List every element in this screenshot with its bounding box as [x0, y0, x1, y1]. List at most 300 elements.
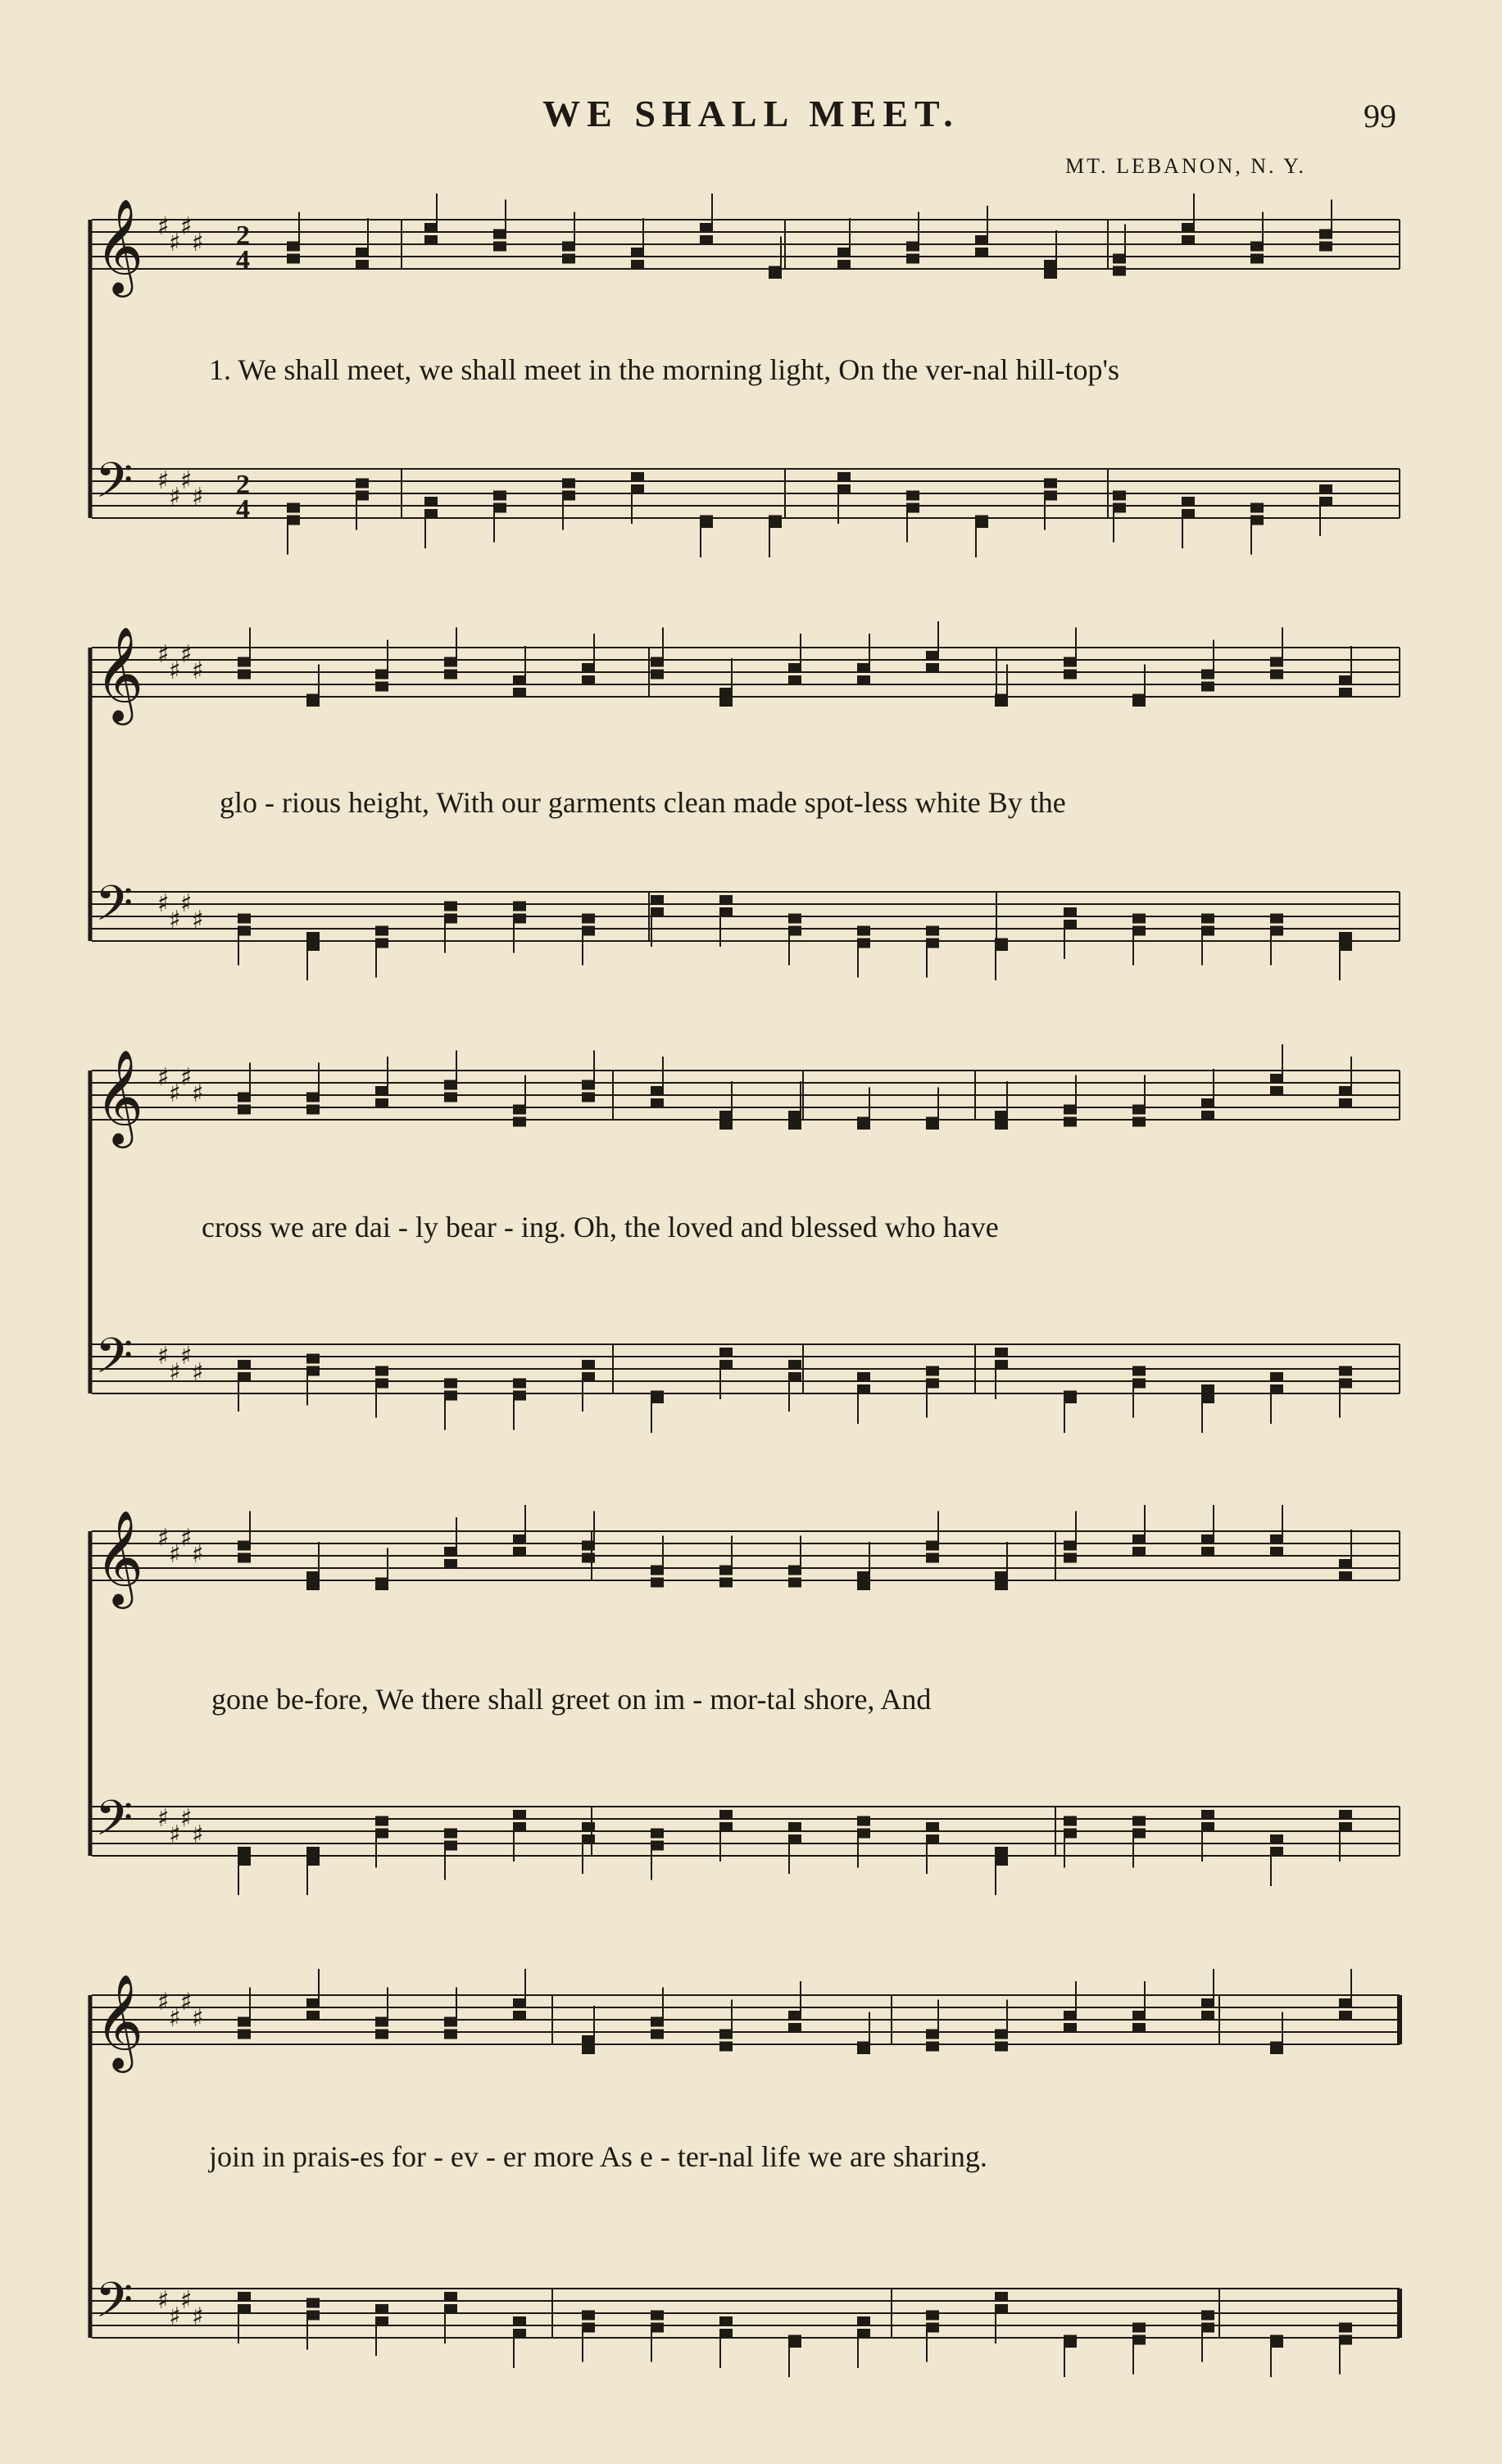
note-head	[1064, 1816, 1077, 1826]
note-head	[1250, 254, 1264, 264]
note-head	[995, 1120, 1008, 1130]
note-head	[1182, 223, 1195, 233]
note-head	[1270, 1834, 1283, 1844]
note-head	[1064, 1393, 1077, 1403]
note-head	[1270, 2044, 1283, 2054]
note-head	[926, 926, 939, 936]
note-head	[1270, 2338, 1283, 2348]
note-head	[513, 902, 526, 911]
note-head	[651, 2323, 664, 2333]
note-head	[513, 675, 526, 685]
note-head	[306, 697, 320, 707]
note-head	[995, 1111, 1008, 1121]
sharp-icon: ♯	[169, 657, 181, 685]
treble-clef-icon: 𝄞	[95, 625, 144, 721]
note-head	[238, 926, 251, 936]
note-head	[788, 675, 801, 685]
note-head	[424, 223, 438, 233]
sharp-icon: ♯	[169, 1358, 181, 1387]
note-head	[582, 1360, 595, 1370]
note-head	[1270, 1086, 1283, 1096]
note-head	[719, 1348, 733, 1357]
note-head	[1132, 926, 1146, 936]
note-head	[306, 2298, 320, 2308]
page-number: 99	[1364, 98, 1396, 134]
note-head	[513, 1822, 526, 1832]
lyric-line-3: cross we are dai - ly bear - ing. Oh, the loved and blessed who have	[202, 1211, 999, 1243]
note-head	[306, 1354, 320, 1364]
sharp-icon: ♯	[157, 1063, 170, 1092]
lyric-line-1: 1. We shall meet, we shall meet in the morning light, On the ver-nal hill-top's	[209, 353, 1119, 386]
note-head	[513, 914, 526, 924]
sharp-icon: ♯	[192, 657, 204, 685]
note-head	[582, 2323, 595, 2333]
sharp-icon: ♯	[192, 1540, 204, 1569]
sharp-icon: ♯	[157, 640, 170, 669]
note-head	[769, 269, 782, 279]
note-head	[631, 472, 644, 482]
note-head	[1064, 1117, 1077, 1127]
note-head	[1132, 2323, 1146, 2333]
note-head	[719, 1822, 733, 1832]
note-head	[857, 1571, 870, 1581]
note-head	[651, 2311, 664, 2321]
lyric-line-5: join in prais-es for - ev - er more As e - ter-nal life we are sharing.	[209, 2140, 987, 2173]
note-head	[837, 248, 851, 257]
note-head	[906, 254, 919, 264]
note-head	[1132, 2335, 1146, 2345]
note-head	[719, 697, 733, 707]
note-head	[857, 675, 870, 685]
note-head	[651, 1841, 664, 1851]
note-head	[513, 2316, 526, 2326]
note-head	[1113, 254, 1126, 264]
note-head	[1339, 1571, 1352, 1581]
note-head	[1201, 1393, 1214, 1403]
note-head	[1044, 260, 1057, 270]
note-head	[444, 2030, 457, 2039]
note-head	[926, 2030, 939, 2039]
sharp-icon: ♯	[180, 1804, 193, 1833]
note-head	[995, 697, 1008, 707]
note-head	[906, 503, 919, 513]
note-head	[719, 1120, 733, 1130]
sharp-icon: ♯	[180, 1063, 193, 1092]
note-head	[926, 939, 939, 948]
note-head	[1270, 1074, 1283, 1084]
note-head	[1132, 914, 1146, 924]
note-head	[424, 235, 438, 245]
note-head	[1064, 1829, 1077, 1839]
note-head	[424, 497, 438, 507]
note-head	[1064, 2023, 1077, 2033]
sharp-icon: ♯	[157, 212, 170, 241]
note-head	[238, 1093, 251, 1102]
note-head	[1182, 509, 1195, 519]
sharp-icon: ♯	[180, 2286, 193, 2315]
note-head	[995, 1856, 1008, 1866]
lyric-line-2: glo - rious height, With our garments clean made spot-less white By the	[220, 786, 1066, 819]
note-head	[562, 254, 575, 264]
note-head	[513, 2329, 526, 2339]
note-head	[995, 1348, 1008, 1357]
lyric-line-4: gone be-fore, We there shall greet on im - mor-tal shore, And	[211, 1683, 932, 1716]
note-head	[837, 472, 851, 482]
note-head	[837, 260, 851, 270]
sharp-icon: ♯	[180, 212, 193, 241]
note-head	[444, 1080, 457, 1090]
note-head	[306, 1105, 320, 1115]
bass-clef-icon: 𝄢	[95, 875, 134, 943]
note-head	[1339, 675, 1352, 685]
sharp-icon: ♯	[180, 1988, 193, 2016]
sharp-icon: ♯	[192, 1358, 204, 1387]
note-head	[1201, 682, 1214, 692]
note-head	[513, 1105, 526, 1115]
note-head	[788, 1566, 801, 1575]
note-head	[493, 491, 506, 501]
note-head	[651, 2030, 664, 2039]
note-head	[651, 1578, 664, 1588]
note-head	[1339, 1379, 1352, 1389]
note-head	[1201, 2311, 1214, 2321]
note-head	[1044, 479, 1057, 489]
note-head	[1201, 1098, 1214, 1108]
note-head	[1064, 1541, 1077, 1551]
sharp-icon: ♯	[157, 2286, 170, 2315]
note-head	[995, 941, 1008, 951]
note-head	[788, 1822, 801, 1832]
note-head	[238, 2017, 251, 2027]
sharp-icon: ♯	[180, 889, 193, 918]
note-head	[651, 657, 664, 667]
note-head	[1339, 688, 1352, 698]
note-head	[651, 670, 664, 680]
note-head	[995, 1360, 1008, 1370]
note-head	[719, 688, 733, 698]
note-head	[375, 1580, 388, 1590]
note-head	[287, 242, 300, 252]
note-head	[651, 895, 664, 905]
note-head	[238, 1541, 251, 1551]
note-head	[788, 926, 801, 936]
note-head	[926, 1553, 939, 1563]
sharp-icon: ♯	[169, 1821, 181, 1849]
note-head	[444, 1093, 457, 1102]
note-head	[1113, 503, 1126, 513]
note-head	[1201, 2011, 1214, 2021]
note-head	[926, 1379, 939, 1389]
note-head	[1064, 670, 1077, 680]
sharp-icon: ♯	[157, 1342, 170, 1371]
note-head	[1201, 926, 1214, 936]
note-head	[513, 1998, 526, 2008]
note-head	[788, 1360, 801, 1370]
note-head	[1270, 1847, 1283, 1857]
bass-clef-icon: 𝄢	[95, 2271, 134, 2340]
sharp-icon: ♯	[192, 2303, 204, 2331]
note-head	[375, 939, 388, 948]
note-head	[1339, 941, 1352, 951]
sharp-icon: ♯	[192, 906, 204, 934]
note-head	[700, 518, 713, 528]
note-head	[356, 260, 369, 270]
note-head	[995, 2292, 1008, 2302]
note-head	[1339, 1098, 1352, 1108]
note-head	[1270, 1547, 1283, 1557]
note-head	[1339, 2335, 1352, 2345]
note-head	[306, 2311, 320, 2321]
note-head	[1064, 657, 1077, 667]
note-head	[857, 2316, 870, 2326]
note-head	[857, 1829, 870, 1839]
note-head	[1182, 497, 1195, 507]
note-head	[1064, 920, 1077, 930]
note-head	[926, 2311, 939, 2321]
sharp-icon: ♯	[157, 466, 170, 495]
note-head	[582, 2311, 595, 2321]
note-head	[444, 2304, 457, 2314]
note-head	[1339, 1810, 1352, 1820]
note-head	[238, 657, 251, 667]
note-head	[1132, 1366, 1146, 1376]
time-signature-top: 2	[236, 470, 250, 500]
note-head	[1132, 1534, 1146, 1544]
bass-clef-icon: 𝄢	[95, 452, 134, 521]
note-head	[582, 1080, 595, 1090]
note-head	[857, 1120, 870, 1130]
note-head	[1182, 235, 1195, 245]
note-head	[926, 2323, 939, 2333]
note-head	[444, 914, 457, 924]
sharp-icon: ♯	[169, 483, 181, 511]
note-head	[1250, 242, 1264, 252]
sharp-icon: ♯	[169, 1080, 181, 1108]
note-head	[769, 518, 782, 528]
note-head	[582, 926, 595, 936]
note-head	[857, 1580, 870, 1590]
note-head	[926, 1120, 939, 1130]
note-head	[1064, 1553, 1077, 1563]
note-head	[975, 518, 988, 528]
note-head	[651, 1566, 664, 1575]
sharp-icon: ♯	[192, 1821, 204, 1849]
note-head	[375, 1086, 388, 1096]
note-head	[444, 902, 457, 911]
note-head	[975, 248, 988, 257]
note-head	[926, 1822, 939, 1832]
note-head	[1319, 497, 1332, 507]
note-head	[906, 491, 919, 501]
note-head	[306, 1847, 320, 1857]
sharp-icon: ♯	[157, 889, 170, 918]
note-head	[1201, 1810, 1214, 1820]
note-head	[1201, 1998, 1214, 2008]
time-signature-top: 2	[236, 220, 250, 251]
note-head	[995, 1847, 1008, 1857]
note-head	[513, 1810, 526, 1820]
note-head	[631, 260, 644, 270]
note-head	[995, 2030, 1008, 2039]
note-head	[926, 663, 939, 673]
note-head	[562, 491, 575, 501]
note-head	[1132, 1829, 1146, 1839]
treble-clef-icon: 𝄞	[95, 1509, 144, 1605]
sharp-icon: ♯	[192, 483, 204, 511]
note-head	[1132, 2011, 1146, 2021]
bass-clef-icon: 𝄢	[95, 1789, 134, 1858]
note-head	[1270, 657, 1283, 667]
note-head	[857, 926, 870, 936]
note-head	[513, 2011, 526, 2021]
note-head	[356, 479, 369, 489]
note-head	[306, 1366, 320, 1376]
note-head	[926, 1366, 939, 1376]
treble-clef-icon: 𝄞	[95, 1973, 144, 2069]
note-head	[719, 907, 733, 917]
note-head	[562, 479, 575, 489]
note-head	[926, 1834, 939, 1844]
note-head	[719, 2316, 733, 2326]
note-head	[444, 657, 457, 667]
note-head	[857, 939, 870, 948]
note-head	[375, 1379, 388, 1389]
note-head	[375, 2316, 388, 2326]
note-head	[788, 1120, 801, 1130]
note-head	[513, 1547, 526, 1557]
note-head	[719, 2329, 733, 2339]
note-head	[1201, 1822, 1214, 1832]
sharp-icon: ♯	[169, 2303, 181, 2331]
note-head	[306, 1998, 320, 2008]
note-head	[1201, 1534, 1214, 1544]
note-head	[375, 670, 388, 680]
note-head	[651, 2017, 664, 2027]
note-head	[719, 2042, 733, 2052]
sharp-icon: ♯	[169, 229, 181, 257]
note-head	[238, 2292, 251, 2302]
note-head	[493, 230, 506, 239]
note-head	[375, 1816, 388, 1826]
note-head	[238, 670, 251, 680]
note-head	[1319, 484, 1332, 494]
note-head	[306, 1856, 320, 1866]
sharp-icon: ♯	[169, 1540, 181, 1569]
note-head	[238, 1105, 251, 1115]
note-head	[444, 1841, 457, 1851]
note-head	[788, 2011, 801, 2021]
note-head	[513, 1391, 526, 1401]
note-head	[582, 663, 595, 673]
bass-clef-icon: 𝄢	[95, 1327, 134, 1396]
note-head	[1270, 1372, 1283, 1382]
time-signature-bottom: 4	[236, 494, 250, 525]
note-head	[651, 1829, 664, 1839]
sharp-icon: ♯	[157, 1524, 170, 1553]
note-head	[1064, 2338, 1077, 2348]
note-head	[906, 242, 919, 252]
sharp-icon: ♯	[192, 2004, 204, 2033]
note-head	[1064, 1105, 1077, 1115]
note-head	[1132, 1379, 1146, 1389]
note-head	[926, 2042, 939, 2052]
note-head	[444, 1379, 457, 1389]
note-head	[1270, 1384, 1283, 1394]
note-head	[493, 503, 506, 513]
note-head	[582, 2035, 595, 2045]
note-head	[1270, 1534, 1283, 1544]
note-head	[513, 1117, 526, 1127]
note-head	[238, 2030, 251, 2039]
note-head	[1132, 1816, 1146, 1826]
note-head	[651, 1086, 664, 1096]
time-signature-bottom: 4	[236, 245, 250, 275]
note-head	[1339, 1366, 1352, 1376]
note-head	[287, 503, 300, 513]
note-head	[995, 2304, 1008, 2314]
note-head	[1132, 1105, 1146, 1115]
note-head	[306, 1580, 320, 1590]
note-head	[444, 1547, 457, 1557]
note-head	[513, 688, 526, 698]
note-head	[631, 484, 644, 494]
note-head	[1132, 2023, 1146, 2033]
note-head	[306, 941, 320, 951]
treble-clef-icon: 𝄞	[95, 1048, 144, 1144]
note-head	[582, 1541, 595, 1551]
sharp-icon: ♯	[180, 1342, 193, 1371]
note-head	[1132, 697, 1146, 707]
note-head	[651, 907, 664, 917]
note-head	[857, 2329, 870, 2339]
note-head	[1132, 1117, 1146, 1127]
note-head	[1319, 230, 1332, 239]
note-head	[788, 914, 801, 924]
note-head	[444, 2292, 457, 2302]
note-head	[375, 2017, 388, 2027]
note-head	[1201, 670, 1214, 680]
note-head	[1339, 1998, 1352, 2008]
sharp-icon: ♯	[180, 1524, 193, 1553]
note-head	[582, 1372, 595, 1382]
note-head	[788, 1578, 801, 1588]
sharp-icon: ♯	[180, 640, 193, 669]
note-head	[1201, 1384, 1214, 1394]
note-head	[1270, 926, 1283, 936]
note-head	[1132, 1547, 1146, 1557]
note-head	[651, 1393, 664, 1403]
note-head	[582, 1834, 595, 1844]
hymn-title: WE SHALL MEET.	[542, 93, 960, 134]
note-head	[719, 1360, 733, 1370]
note-head	[1201, 914, 1214, 924]
note-head	[857, 663, 870, 673]
note-head	[788, 1834, 801, 1844]
note-head	[1201, 1547, 1214, 1557]
note-head	[631, 248, 644, 257]
note-head	[444, 2017, 457, 2027]
sharp-icon: ♯	[169, 906, 181, 934]
note-head	[375, 1098, 388, 1108]
note-head	[513, 1379, 526, 1389]
note-head	[306, 2011, 320, 2021]
note-head	[719, 1111, 733, 1121]
note-head	[719, 2030, 733, 2039]
tune-source: MT. LEBANON, N. Y.	[1065, 154, 1307, 178]
note-head	[1339, 1086, 1352, 1096]
note-head	[444, 1829, 457, 1839]
note-head	[238, 1360, 251, 1370]
